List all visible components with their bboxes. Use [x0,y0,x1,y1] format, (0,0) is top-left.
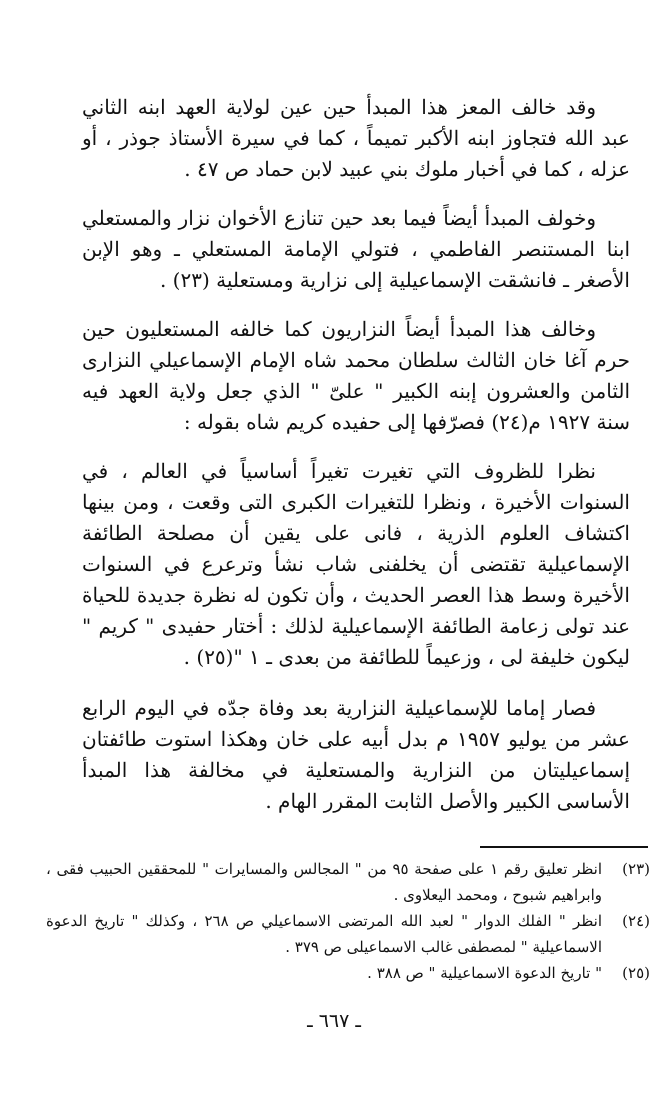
main-text [82,92,630,817]
footnote-number: (٢٣) [622,860,650,878]
footnote-23 [46,856,650,908]
footnote-24 [46,908,650,960]
paragraph-5: فصار إماما للإسماعيلية النزارية بعد وفاة جدّه في اليوم الرابع عشر من يوليو ١٩٥٧ م بدل أبيه على خان وهكذا استوت طائفتان إسماعيليتان من النزارية والمستعلية في مخالفة هذا المبدأ الأساسى الكبير والأصل الثابت المقرر الهام . [82,696,630,813]
paragraph-1: وقد خالف المعز هذا المبدأ حين عين لولاية العهد ابنه الثاني عبد الله فتجاوز ابنه الأكبر تميماً ، كما في سيرة الأستاذ جوذر ، أو عزله ، كما في أخبار ملوك بني عبيد لابن حماد ص ٤٧ . [82,95,630,181]
footnote-25 [46,960,650,986]
quoted-paragraph: نظرا للظروف التي تغيرت تغيراً أساسياً في العالم ، في السنوات الأخيرة ، ونظرا للتغيرات الكبرى التى وقعت ، ومن بينها اكتشاف العلوم الذرية ، فانى على يقين أن مصلحة الطائفة الإسماعيلية تقتضى أن يخلفنى شاب نشأ وترعرع في السنوات الأخيرة وسط هذا العصر الحديث ، وأن تكون له نظرة جديدة للحياة عند تولى زعامة الطائفة الإسماعيلية لذلك : أختار حفيدى " كريم " ليكون خليفة لى ، وزعيماً للطائفة من بعدى ـ ١ "(٢٥) . [82,459,630,669]
footnote-text: " تاريخ الدعوة الاسماعيلية " ص ٣٨٨ . [367,964,602,982]
footnote-text: انظر تعليق رقم ١ على صفحة ٩٥ من " المجالس والمسايرات " للمحققين الحبيب فقى ، وابراهيم شبوح ، ومحمد اليعلاوى . [46,860,603,904]
footnote-number: (٢٤) [622,912,650,930]
footnote-separator [480,846,648,848]
paragraph-3: وخالف هذا المبدأ أيضاً النزاريون كما خالفه المستعليون حين حرم آغا خان الثالث سلطان محمد شاه الإمام الإسماعيلي النزارى الثامن والعشرون إبنه الكبير " علىّ " الذي جعل ولاية العهد فيه سنة ١٩٢٧ م(٢٤) فصرّفها إلى حفيده كريم شاه بقوله : [82,317,630,434]
footnote-number: (٢٥) [622,964,650,982]
footnotes [46,856,650,986]
page-number: ـ ٦٦٧ ـ [307,1010,361,1032]
paragraph-2: وخولف المبدأ أيضاً فيما بعد حين تنازع الأخوان نزار والمستعلي ابنا المستنصر الفاطمي ، فتولي الإمامة المستعلي ـ وهو الإبن الأصغر ـ فانشقت الإسماعيلية إلى نزارية ومستعلية (٢٣) . [82,206,630,292]
footnote-text: انظر " الفلك الدوار " لعبد الله المرتضى الاسماعيلي ص ٢٦٨ ، وكذلك " تاريخ الدعوة الاسماعيلية " لمصطفى غالب الاسماعيلى ص ٣٧٩ . [46,912,602,956]
